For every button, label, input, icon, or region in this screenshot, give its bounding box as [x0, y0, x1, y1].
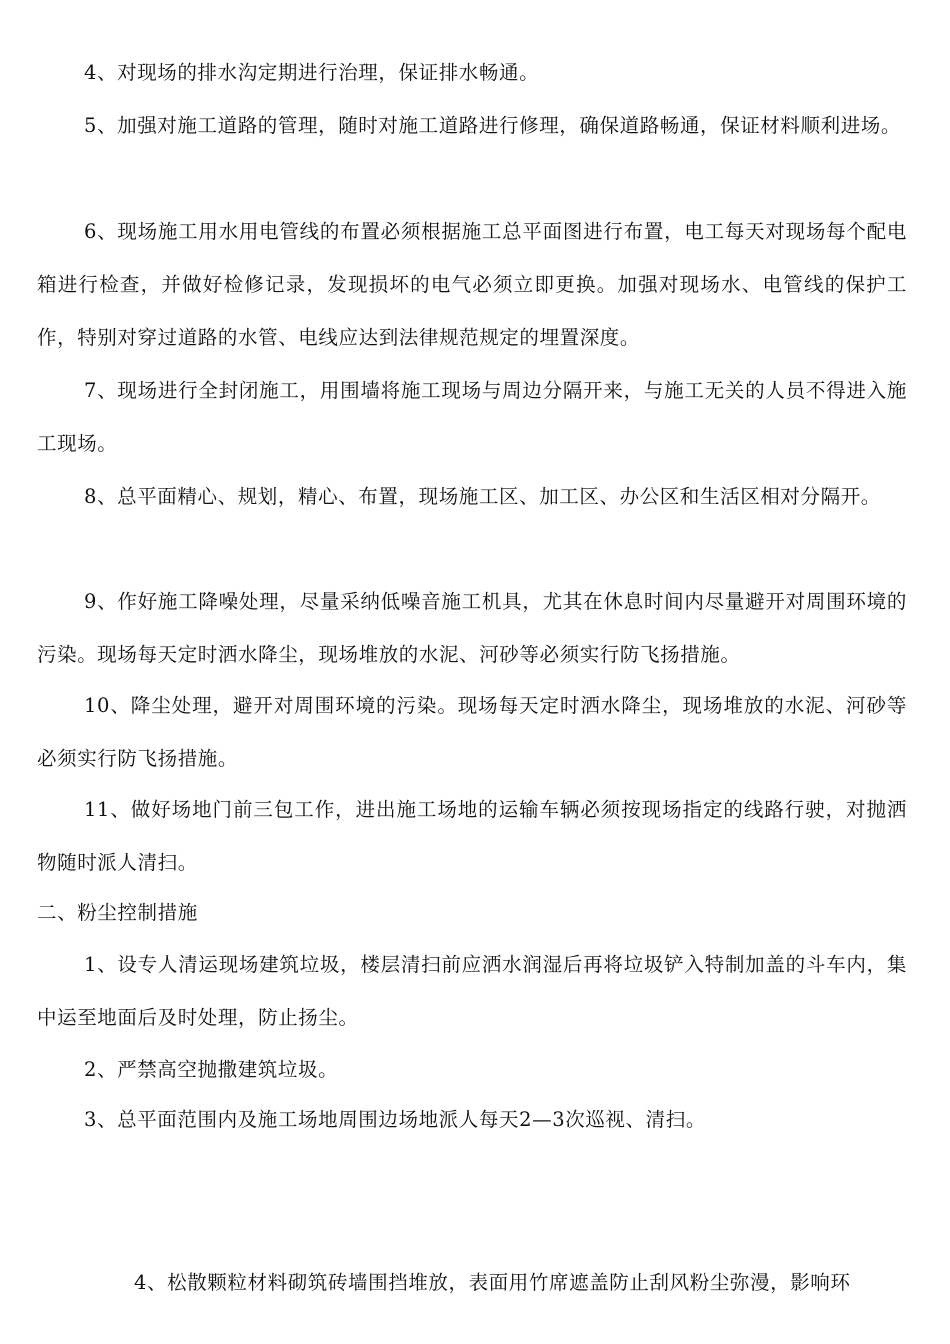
trailing-paragraph: 4、松散颗粒材料砌筑砖墙围挡堆放，表面用竹席遮盖防止刮风粉尘弥漫，影响环 — [134, 1271, 851, 1294]
section-item-2: 2、严禁高空抛撒建筑垃圾。 — [84, 1058, 339, 1081]
section-item-1: 1、设专人清运现场建筑垃圾，楼层清扫前应洒水润湿后再将垃圾铲入特制加盖的斗车内，集中运至地面后及时处理，防止扬尘。 — [37, 953, 907, 1029]
section-item-3: 3、总平面范围内及施工场地周围边场地派人每天2—3次巡视、清扫。 — [84, 1108, 706, 1131]
paragraph-item-8: 8、总平面精心、规划，精心、布置，现场施工区、加工区、办公区和生活区相对分隔开。 — [84, 485, 881, 508]
paragraph-item-5: 5、加强对施工道路的管理，随时对施工道路进行修理，确保道路畅通，保证材料顺利进场。 — [84, 114, 902, 137]
paragraph-item-11: 11、做好场地门前三包工作，进出施工场地的运输车辆必须按现场指定的线路行驶，对抛洒物随时派人清扫。 — [37, 798, 907, 874]
paragraph-item-7: 7、现场进行全封闭施工，用围墙将施工现场与周边分隔开来，与施工无关的人员不得进入施工现场。 — [37, 379, 907, 455]
paragraph-item-6: 6、现场施工用水用电管线的布置必须根据施工总平面图进行布置，电工每天对现场每个配电箱进行检查，并做好检修记录，发现损坏的电气必须立即更换。加强对现场水、电管线的保护工作，特别对穿过道路的水管、电线应达到法律规范规定的埋置深度。 — [37, 220, 907, 349]
paragraph-item-9: 9、作好施工降噪处理，尽量采纳低噪音施工机具，尤其在休息时间内尽量避开对周围环境的污染。现场每天定时洒水降尘，现场堆放的水泥、河砂等必须实行防飞扬措施。 — [37, 590, 907, 666]
paragraph-item-10: 10、降尘处理，避开对周围环境的污染。现场每天定时洒水降尘，现场堆放的水泥、河砂等必须实行防飞扬措施。 — [37, 694, 907, 770]
section-heading: 二、粉尘控制措施 — [37, 901, 198, 924]
paragraph-item-4: 4、对现场的排水沟定期进行治理，保证排水畅通。 — [84, 61, 540, 84]
